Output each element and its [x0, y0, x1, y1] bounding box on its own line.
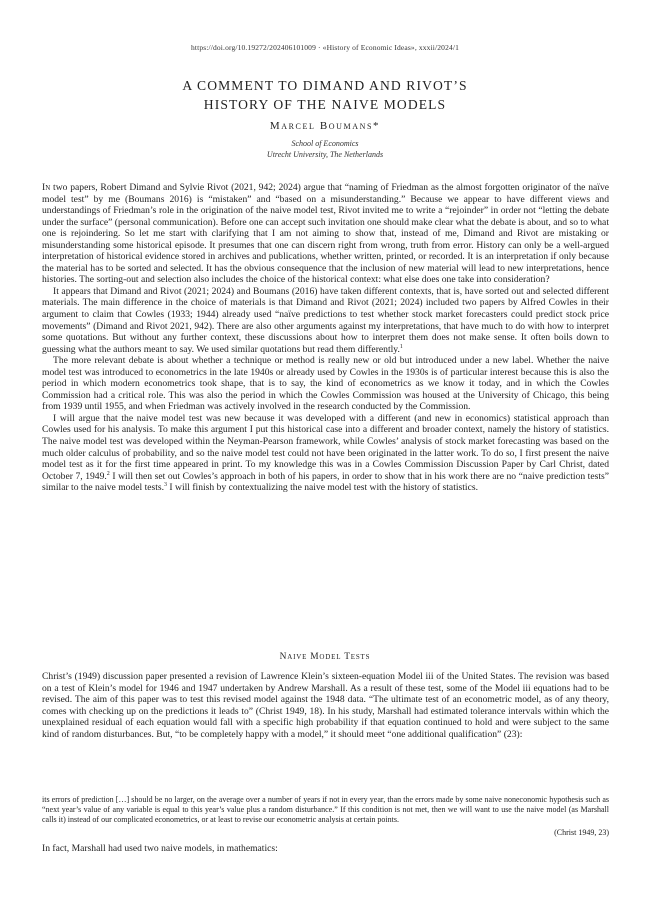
quote-citation: (Christ 1949, 23)	[554, 828, 609, 837]
author-footnote-mark: *	[373, 120, 381, 132]
section-body	[42, 671, 609, 740]
paragraph-text: I will finish by contextualizing the naive model test with the history of statistics.	[167, 482, 478, 494]
paragraph-text: I will argue that the naive model test was new because it was developed with a different (and new in economics) statistical approach than Cowles used for his analysis. To make this argument I put this historical case into a different and broader context, namely the history of statistics. The naive model test was developed within the Neyman-Pearson framework, while Cowles’ analysis of stock market forecasting was based on the much older calculus of probability, and so the naive model test could not have been originated in the latter work. To do so, I first present the naive model test as it for the first time appeared in print. To my knowledge this was in a Cowles Commission Discussion Paper by Carl Christ, dated October 7, 1949.	[42, 412, 609, 482]
footnote-ref: 1	[399, 343, 403, 350]
affiliation-university: Utrecht University, The Netherlands	[266, 149, 384, 159]
lead-in-words: In	[42, 182, 51, 193]
paragraph	[42, 671, 609, 740]
paragraph-text: two papers, Robert Dimand and Sylvie Rivot (2021, 942; 2024) argue that “naming of Friedman as the almost forgotten originator of the naïve model test” by me (Boumans 2016) is “mistaken” and “based on a misunderstanding.” Because we appear to have different views and understandings of Friedman’s role in the origination of the naive model test, Rivot invited me to write a “rejoinder” in order not “letting the debate under the surface” (personal communication). Before one can accept such invitation one should make clear what the debate is about, and so to what one is rejoindering. So let me start with clarifying that I am not aiming to show that, instead of me, Dimand and Rivot are mistaking or misunderstanding some historical episode. It presumes that one can discern right from wrong, truth from error. History can only be a well-argued interpretation of historical evidence stored in archives and publications, whether written, printed, or recorded. It is an interpretation if only because the material has to be sorted and selected. It has the obvious consequence that the inclusion of new material will lead to new interpretations, hence histories. The sorting-out and selection also includes the choice of the historical context: what else does one take into consideration?	[42, 182, 609, 286]
paragraph-text: Christ’s (1949) discussion paper presented a revision of Lawrence Klein’s sixteen-equation Model iii of the United States. The revision was based on a test of Klein’s model for 1946 and 1947 undertaken by Andrew Marshall. As a result of these test, some of the Model iii equations had to be revised. The aim of this paper was to test this revised model against the 1948 data. “The ultimate test of an econometric model, as of any theory, comes with checking up on the predictions it leads to” (Christ 1949, 18). In his study, Marshall had estimated tolerance intervals within which the unexplained residual of each equation would fall with a specific high probability if that equation continued to hold and were subject to the same kind of random disturbances. But, “to be completely happy with a model,” it should meet “one additional qualification” (23):	[42, 671, 609, 740]
paragraph-text: The more relevant debate is about whether a technique or method is really new or old but introduced under a new label. Whether the naive model test was introduced to econometrics in the late 1940s or already used by Cowles in the 1930s is of particular interest because this is also the period in which modern econometrics took shape, that is to say, the kind of econometrics as we know it today, and in which the Cowles Commission had a critical role. This was also the period in which the Cowles Commission was housed at the University of Chicago, this being from 1939 until 1955, and when Friedman was actively involved in the research conducted by the Commission.	[42, 355, 609, 413]
title-line-2: HISTORY OF THE NAIVE MODELS	[203, 97, 447, 112]
footnote-ref: 2	[106, 470, 110, 477]
title-line-1: A COMMENT TO DIMAND AND RIVOT’S	[182, 78, 468, 93]
running-header: https://doi.org/10.19272/202406101009 · «History of Economic Ideas», xxxii/2024/1	[190, 43, 460, 52]
author-name-text: Marcel Boumans	[269, 120, 374, 132]
section-heading: Naive Model Tests	[279, 652, 371, 662]
paragraph-text: It appears that Dimand and Rivot (2021; 2024) and Boumans (2016) have taken different contexts, that is, have sorted out and selected different materials. The main difference in the choice of materials is that Dimand and Rivot (2021; 2024) included two papers by Alfred Cowles in their argument to claim that Cowles (1933; 1944) already used “naïve predictions to test whether stock market forecasters could predict stock price movements” (Dimand and Rivot 2021, 942). There are also other arguments against my interpretations, that have much to do with how to interpret some quotations. But without any further context, these discussions about how to interpret them does not make sense. It often boils down to guessing what the authors meant to say. We used similar quotations but read them differently.	[42, 285, 609, 355]
block-quote: its errors of prediction […] should be no larger, on the average over a number of years if not in every year, than the errors made by some naive noneconomic hypothesis such as “next year’s value of any variable is equal to this year’s value plus a random disturbance.” If this condition is not met, then we will want to use the naive model (as Marshall calls it) instead of our complicated econometrics, or at least to revise our econometric analysis at certain points.	[42, 795, 609, 825]
affiliation-school: School of Economics	[291, 139, 359, 148]
paragraph	[42, 413, 609, 494]
paper-title	[0, 76, 650, 114]
paragraph	[42, 182, 609, 286]
paragraph-text: I will then set out Cowles’s approach in both of his papers, in order to show that in his work there are no “naive prediction tests” similar to the naive model tests.	[42, 470, 609, 494]
footnote-ref: 3	[164, 482, 168, 489]
paragraph	[42, 355, 609, 413]
paragraph-after-quote: In fact, Marshall had used two naive models, in mathematics:	[42, 843, 278, 854]
paragraph	[42, 286, 609, 355]
author-name	[0, 120, 650, 132]
introduction-body	[42, 182, 609, 494]
author-affiliation	[0, 139, 650, 160]
